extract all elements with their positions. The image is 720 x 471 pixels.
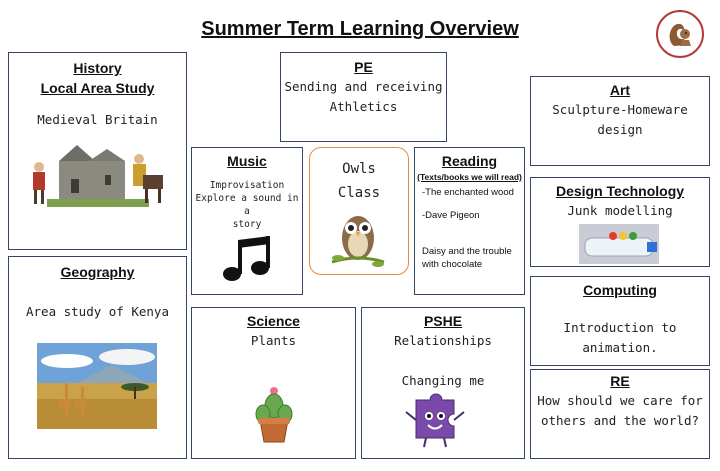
re-line2: others and the world? (540, 413, 700, 428)
music-line3: story (232, 219, 262, 230)
history-text: Medieval Britain (37, 112, 158, 127)
pshe-line1: Relationships (394, 333, 492, 348)
owl-icon (328, 212, 388, 270)
reading-item2: -Dave Pigeon (422, 210, 480, 221)
science-panel (191, 307, 356, 459)
pe-panel (280, 52, 447, 142)
art-panel (530, 76, 710, 166)
science-text: Plants (250, 333, 297, 348)
music-note-icon (222, 234, 274, 284)
art-line1: Sculpture-Homeware (552, 102, 688, 117)
re-line1: How should we care for (537, 393, 703, 408)
reading-heading: Reading (441, 153, 498, 169)
pshe-heading: PSHE (423, 313, 463, 329)
cactus-icon (254, 386, 294, 444)
music-heading: Music (227, 153, 267, 169)
medieval-scene-image (27, 139, 169, 213)
computing-heading: Computing (583, 282, 657, 298)
geography-text: Area study of Kenya (26, 304, 169, 319)
pe-line1: Sending and receiving (284, 79, 443, 94)
pe-heading: PE (354, 59, 373, 75)
re-panel (530, 369, 710, 459)
computing-line1: Introduction to (563, 320, 677, 335)
computing-line2: animation. (582, 340, 658, 355)
geography-panel (8, 256, 187, 459)
re-heading: RE (610, 373, 630, 389)
geography-heading: Geography (60, 264, 135, 280)
design-technology-panel (530, 177, 710, 267)
art-line2: design (597, 122, 643, 137)
music-panel (191, 147, 303, 295)
squirrel-icon (658, 12, 702, 56)
art-heading: Art (609, 82, 631, 98)
class-line1: Owls (342, 161, 376, 177)
history-heading: History (73, 60, 122, 76)
page-title: Summer Term Learning Overview (201, 18, 519, 40)
class-panel (309, 147, 409, 275)
computing-panel (530, 276, 710, 366)
music-line1: Improvisation (209, 180, 285, 191)
local-area-study-heading: Local Area Study (40, 80, 155, 96)
reading-subheading: (Texts/books we will read) (417, 172, 522, 182)
reading-item1: -The enchanted wood (422, 187, 514, 198)
pshe-panel (361, 307, 525, 459)
dt-text: Junk modelling (567, 203, 673, 218)
junk-model-image (579, 224, 659, 264)
reading-item3: Daisy and the trouble with chocolate (422, 246, 512, 270)
school-logo (656, 10, 704, 58)
reading-panel (414, 147, 525, 295)
music-line2: Explore a sound in a (195, 193, 299, 217)
pshe-line2: Changing me (401, 373, 485, 388)
puzzle-piece-icon (402, 390, 468, 448)
kenya-savanna-image (37, 343, 157, 429)
science-heading: Science (247, 313, 300, 329)
dt-heading: Design Technology (555, 183, 685, 199)
class-line2: Class (337, 185, 381, 201)
history-panel (8, 52, 187, 250)
pe-line2: Athletics (329, 99, 398, 114)
